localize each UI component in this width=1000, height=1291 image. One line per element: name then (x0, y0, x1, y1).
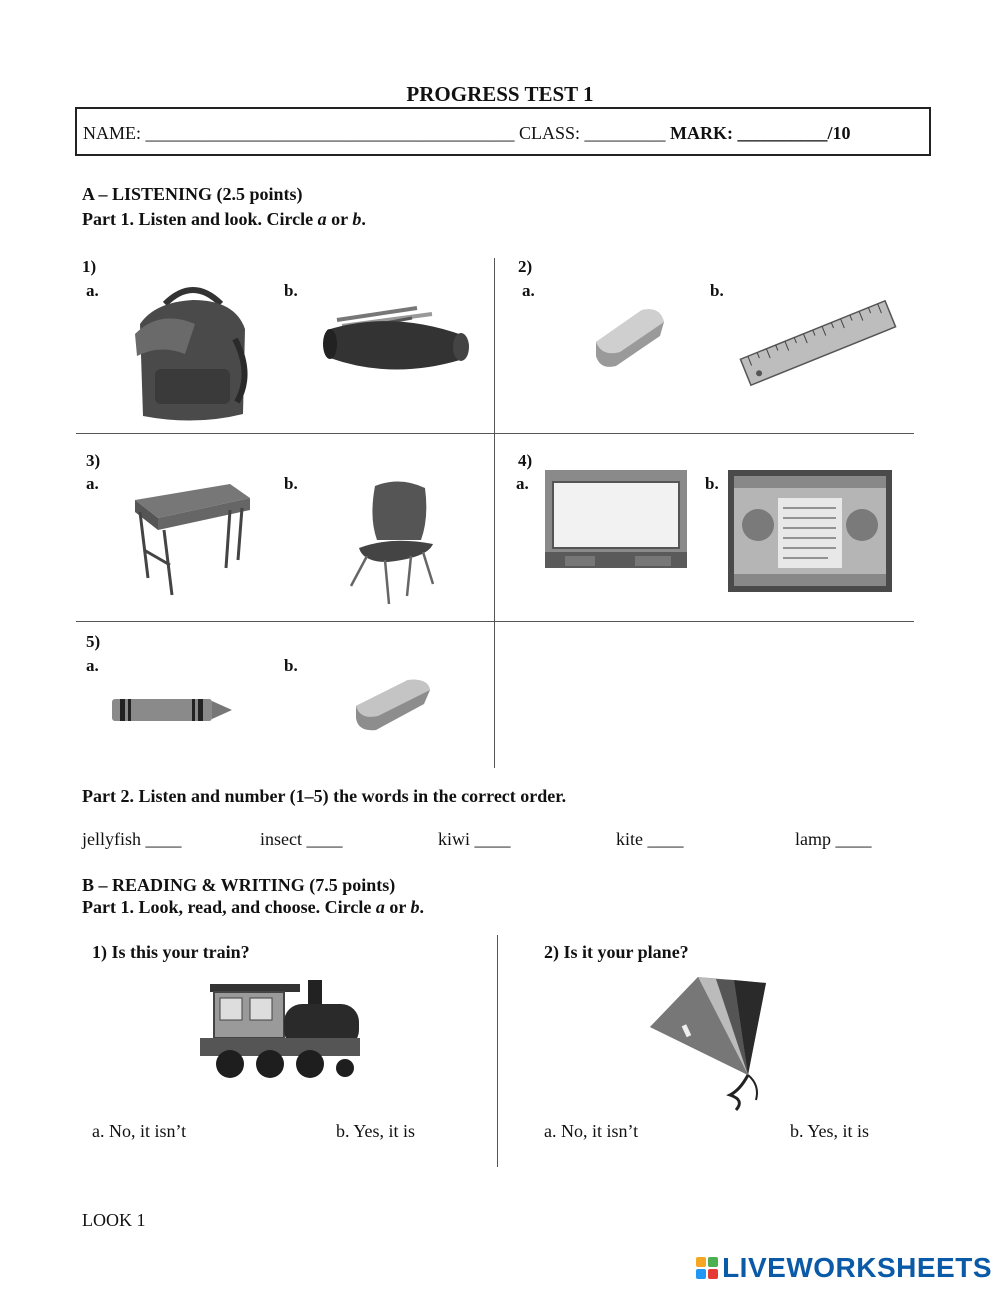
option-b-label[interactable]: b. (284, 281, 298, 300)
word-jellyfish[interactable]: jellyfish ____ (82, 829, 182, 849)
schoolbag-image[interactable] (125, 284, 260, 424)
word-insect[interactable]: insect ____ (260, 829, 343, 849)
option-a-label[interactable]: a. (86, 474, 99, 493)
word-kiwi[interactable]: kiwi ____ (438, 829, 511, 849)
class-field[interactable]: CLASS: _________ (519, 123, 666, 143)
question-number: 5) (86, 632, 101, 651)
section-a-heading: A – LISTENING (2.5 points) (82, 184, 303, 204)
answer-a[interactable]: a. No, it isn’t (92, 1121, 187, 1141)
whiteboard-image[interactable] (545, 470, 687, 568)
kite-image[interactable] (650, 975, 770, 1115)
option-b-label[interactable]: b. (705, 474, 719, 493)
option-b-label[interactable]: b. (710, 281, 724, 300)
pencil-case-image[interactable] (322, 300, 472, 380)
eraser-image[interactable] (352, 676, 434, 734)
answer-b[interactable]: b. Yes, it is (336, 1121, 416, 1141)
train-image[interactable] (200, 978, 365, 1088)
grid-divider-2 (76, 621, 914, 622)
question-text: 2) Is it your plane? (544, 942, 689, 962)
option-a-label[interactable]: a. (86, 656, 99, 675)
logo-text: LIVEWORKSHEETS (722, 1252, 992, 1283)
student-info-box (75, 107, 931, 156)
section-b-heading: B – READING & WRITING (7.5 points) (82, 875, 396, 895)
answer-a[interactable]: a. No, it isn’t (544, 1121, 639, 1141)
logo-icon (696, 1257, 718, 1279)
eraser-image[interactable] (590, 302, 670, 374)
grid-divider-1 (76, 433, 914, 434)
section-a-part1-instruction: Part 1. Listen and look. Circle a or b. (82, 209, 366, 229)
chair-image[interactable] (345, 478, 440, 606)
section-b-divider (497, 935, 498, 1167)
name-field[interactable]: NAME: _________________________________________ (83, 123, 515, 143)
grid-divider-vertical (494, 258, 495, 768)
liveworksheets-logo[interactable] (696, 1252, 992, 1284)
question-number: 3) (86, 451, 101, 470)
question-number: 4) (518, 451, 533, 470)
crayon-image[interactable] (112, 696, 234, 726)
word-lamp[interactable]: lamp ____ (795, 829, 872, 849)
option-a-label[interactable]: a. (516, 474, 529, 493)
answer-b[interactable]: b. Yes, it is (790, 1121, 870, 1141)
question-text: 1) Is this your train? (92, 942, 250, 962)
mark-field[interactable]: MARK: __________ (670, 123, 828, 143)
page-title: PROGRESS TEST 1 (406, 82, 594, 106)
option-b-label[interactable]: b. (284, 656, 298, 675)
poster-image[interactable] (728, 470, 892, 592)
desk-image[interactable] (130, 480, 255, 600)
option-a-label[interactable]: a. (522, 281, 535, 300)
option-b-label[interactable]: b. (284, 474, 298, 493)
footer-code: LOOK 1 (82, 1210, 146, 1230)
question-number: 1) (82, 257, 97, 276)
ruler-image[interactable] (738, 295, 898, 390)
question-number: 2) (518, 257, 533, 276)
word-kite[interactable]: kite ____ (616, 829, 684, 849)
section-b-part1-instruction: Part 1. Look, read, and choose. Circle a or b. (82, 897, 424, 917)
option-a-label[interactable]: a. (86, 281, 99, 300)
mark-total: /10 (827, 123, 851, 143)
part2-instruction: Part 2. Listen and number (1–5) the words in the correct order. (82, 786, 567, 806)
